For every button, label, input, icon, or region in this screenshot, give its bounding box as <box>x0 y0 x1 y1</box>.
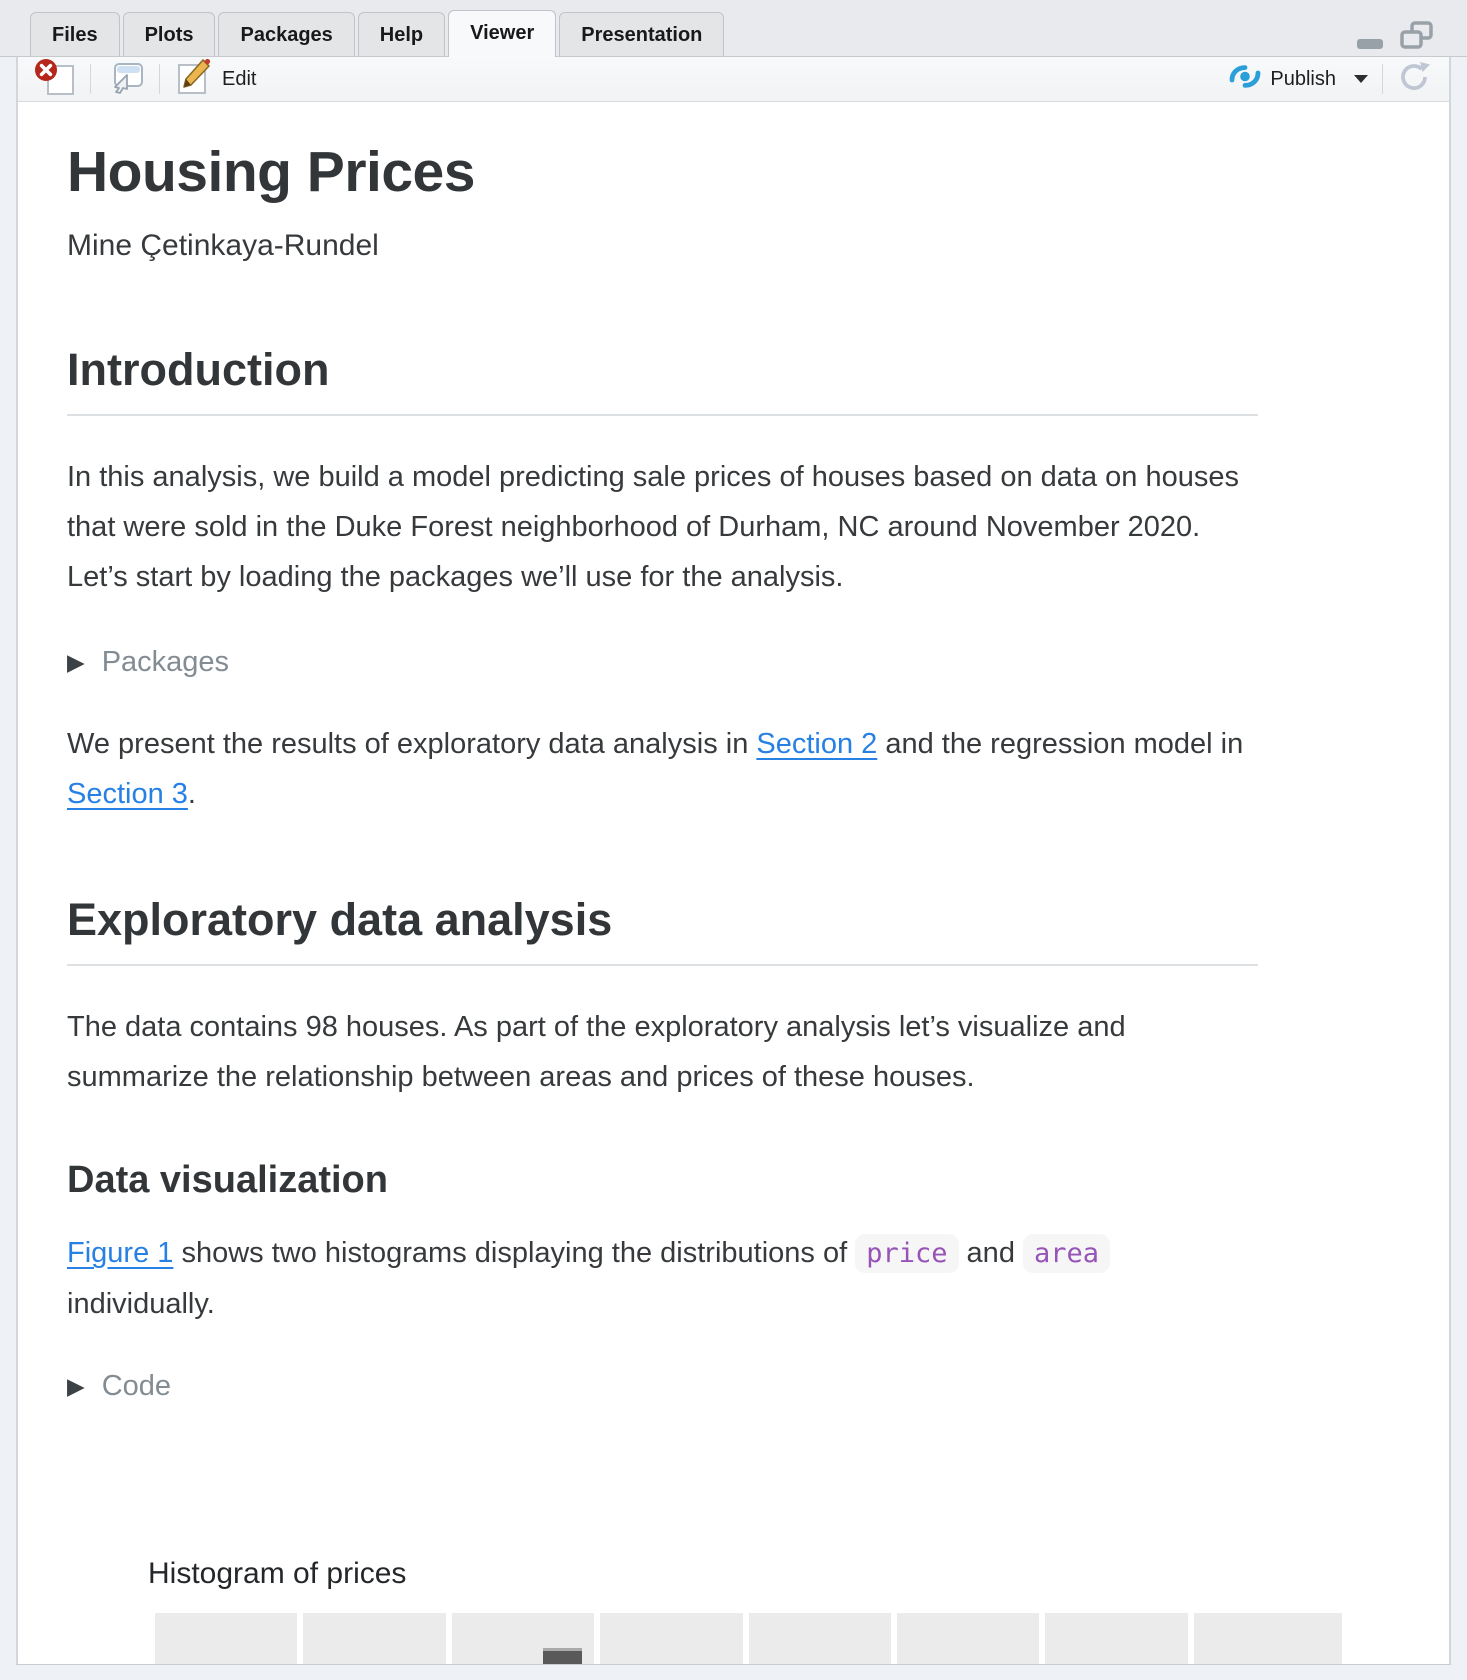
gridline <box>1039 1613 1045 1664</box>
publish-swirl-icon <box>1228 63 1262 95</box>
introduction-paragraph: In this analysis, we build a model predicting sale prices of houses based on data on houses that were sold in the Duke Forest neighborhood of Durham, NC around November 2020. Let’s start by loading the packages we’ll use for the analysis. <box>67 461 1239 593</box>
section-2-link[interactable]: Section 2 <box>756 728 878 760</box>
toolbar-separator <box>90 64 91 94</box>
toolbar-separator <box>159 64 160 94</box>
gridline <box>891 1613 897 1664</box>
introduction-heading: Introduction <box>67 344 1258 416</box>
edit-button[interactable] <box>170 56 260 103</box>
area-inline-code: area <box>1023 1234 1110 1273</box>
clear-viewer-button[interactable] <box>30 56 80 103</box>
window-controls <box>1355 20 1435 57</box>
eda-heading: Exploratory data analysis <box>67 894 1258 966</box>
gridline <box>297 1613 303 1664</box>
refresh-icon <box>1397 60 1433 99</box>
tab-packages[interactable]: Packages <box>218 12 354 56</box>
edit-pencil-icon <box>174 58 214 101</box>
refresh-button[interactable] <box>1393 58 1437 101</box>
figure-text-mid1: shows two histograms displaying the distributions of <box>173 1237 856 1269</box>
sections-text-pre: We present the results of exploratory data analysis in <box>67 728 757 760</box>
viewer-content <box>18 102 1449 1664</box>
page-title: Housing Prices <box>67 140 475 204</box>
viewer-toolbar <box>18 57 1449 102</box>
gridline <box>446 1613 452 1664</box>
restore-icon[interactable] <box>1399 20 1435 57</box>
code-disclosure[interactable] <box>67 1366 1258 1406</box>
rendered-document <box>18 102 1258 1664</box>
gridline <box>1188 1613 1194 1664</box>
toolbar-separator <box>1382 64 1383 94</box>
gridline <box>743 1613 749 1664</box>
tab-viewer[interactable]: Viewer <box>448 10 556 57</box>
eda-paragraph: The data contains 98 houses. As part of the exploratory analysis let’s visualize and summarize the relationship between areas and prices of these houses. <box>67 1011 1126 1093</box>
figure-text-mid2: and <box>958 1237 1023 1269</box>
publish-dropdown-caret-icon <box>1354 75 1368 83</box>
histogram-panel <box>155 1613 1342 1664</box>
gridline <box>594 1613 600 1664</box>
histogram-bar <box>543 1648 582 1664</box>
tab-help[interactable]: Help <box>358 12 445 56</box>
tab-files[interactable]: Files <box>30 12 120 56</box>
figure-1-link[interactable]: Figure 1 <box>67 1237 174 1269</box>
document-author: Mine Çetinkaya-Rundel <box>67 229 379 262</box>
tab-presentation[interactable]: Presentation <box>559 12 724 56</box>
disclosure-triangle-icon: ▶ <box>67 649 85 675</box>
price-inline-code: price <box>855 1234 958 1273</box>
packages-disclosure-label: Packages <box>101 646 230 678</box>
clear-viewer-icon <box>34 58 76 101</box>
open-in-new-window-icon <box>105 59 145 100</box>
figure-paragraph <box>67 1228 1258 1329</box>
figure-text-post: individually. <box>67 1288 215 1320</box>
publish-button-label: Publish <box>1270 67 1336 90</box>
open-in-new-window-button[interactable] <box>101 57 149 102</box>
data-visualization-heading: Data visualization <box>67 1159 388 1201</box>
packages-disclosure[interactable] <box>67 642 1258 682</box>
minimize-icon[interactable] <box>1355 22 1385 57</box>
tab-plots[interactable]: Plots <box>123 12 216 56</box>
code-disclosure-label: Code <box>101 1370 172 1402</box>
viewer-pane <box>16 57 1451 1665</box>
edit-button-label: Edit <box>222 67 257 90</box>
plot-title: Histogram of prices <box>148 1557 407 1590</box>
publish-button[interactable] <box>1224 61 1372 97</box>
sections-paragraph <box>67 719 1258 819</box>
section-3-link[interactable]: Section 3 <box>67 778 188 810</box>
disclosure-triangle-icon: ▶ <box>67 1373 85 1399</box>
sections-text-post: . <box>187 778 196 810</box>
figure-1-histogram <box>148 1555 1258 1664</box>
sections-text-mid: and the regression model in <box>877 728 1244 760</box>
pane-tab-bar <box>0 0 1467 57</box>
